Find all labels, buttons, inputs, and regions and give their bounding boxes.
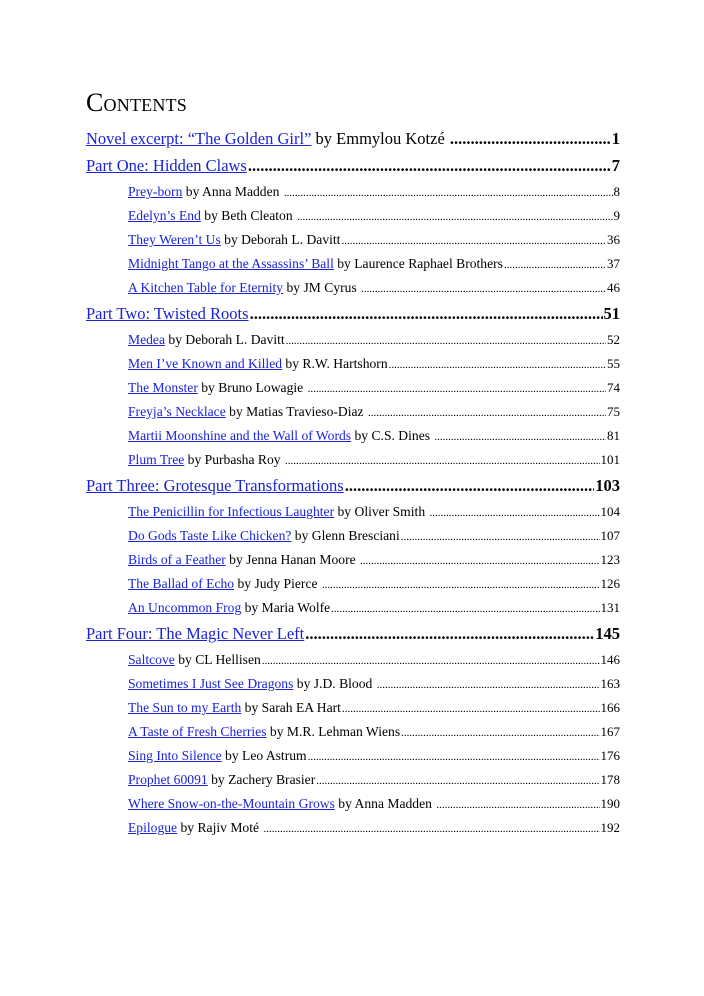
toc-dot-leader xyxy=(401,531,600,543)
toc-page-number: 75 xyxy=(607,404,620,419)
toc-dot-leader xyxy=(263,823,599,835)
toc-dot-leader xyxy=(322,579,600,591)
toc-story-entry xyxy=(128,652,620,668)
toc-story-entry xyxy=(128,380,620,396)
toc-title-link[interactable]: Where Snow-on-the-Mountain Grows xyxy=(128,796,335,811)
toc-page-number: 103 xyxy=(595,476,620,495)
toc-dot-leader xyxy=(361,283,606,295)
toc-story-entry xyxy=(128,332,620,348)
toc-author: by Deborah L. Davitt xyxy=(165,332,285,347)
toc-author: by Purbasha Roy xyxy=(184,452,284,467)
toc-title-link[interactable]: Men I’ve Known and Killed xyxy=(128,356,283,371)
toc-author: by Beth Cleaton xyxy=(200,208,297,223)
toc-dot-leader xyxy=(286,335,606,347)
toc-title-link[interactable]: Medea xyxy=(128,332,165,347)
toc-title-link[interactable]: The Sun to my Earth xyxy=(128,700,242,715)
toc-story-entry xyxy=(128,184,620,200)
toc-title-link[interactable]: Birds of a Feather xyxy=(128,552,226,567)
toc-part-entry xyxy=(86,156,620,176)
toc-page-number: 178 xyxy=(600,772,620,787)
toc-title-link[interactable]: Prophet 60091 xyxy=(128,772,208,787)
toc-page-number: 192 xyxy=(600,820,620,835)
toc-author: by R.W. Hartshorn xyxy=(282,356,388,371)
toc-dot-leader xyxy=(285,455,600,467)
toc-title-link[interactable]: Prey-born xyxy=(128,184,183,199)
toc-dot-leader xyxy=(345,476,595,496)
toc-dot-leader xyxy=(401,727,599,739)
toc-dot-leader xyxy=(430,507,600,519)
toc-story-entry xyxy=(128,796,620,812)
toc-page-number: 190 xyxy=(600,796,620,811)
contents-heading: Contents xyxy=(86,88,187,117)
toc-dot-leader xyxy=(305,624,594,644)
toc-author: by JM Cyrus xyxy=(283,280,361,295)
toc-page-number: 166 xyxy=(600,700,620,715)
toc-story-entry xyxy=(128,528,620,544)
toc-page-number: 37 xyxy=(607,256,620,271)
toc-dot-leader xyxy=(262,655,600,667)
toc-story-entry xyxy=(128,452,620,468)
toc-title-link[interactable]: An Uncommon Frog xyxy=(128,600,242,615)
toc-author: by Jenna Hanan Moore xyxy=(225,552,360,567)
toc-title-link[interactable]: Do Gods Taste Like Chicken? xyxy=(128,528,292,543)
toc-story-entry xyxy=(128,772,620,788)
toc-story-entry xyxy=(128,404,620,420)
toc-dot-leader xyxy=(504,259,606,271)
toc-author: by Judy Pierce xyxy=(234,576,321,591)
toc-story-entry xyxy=(128,724,620,740)
toc-story-entry xyxy=(128,552,620,568)
toc-author: by Glenn Bresciani xyxy=(291,528,400,543)
toc-page-number: 163 xyxy=(600,676,620,691)
toc-page-number: 46 xyxy=(607,280,620,295)
toc-page-number: 101 xyxy=(600,452,620,467)
toc-dot-leader xyxy=(316,775,599,787)
toc-dot-leader xyxy=(308,383,606,395)
toc-author: by J.D. Blood xyxy=(293,676,376,691)
toc-story-entry xyxy=(128,256,620,272)
toc-dot-leader xyxy=(368,407,606,419)
toc-title-link[interactable]: The Penicillin for Infectious Laughter xyxy=(128,504,335,519)
toc-title-link[interactable]: Freyja’s Necklace xyxy=(128,404,226,419)
toc-story-entry xyxy=(128,820,620,836)
toc-author: by Anna Madden xyxy=(334,796,436,811)
toc-page-number: 74 xyxy=(607,380,620,395)
toc-page-number: 145 xyxy=(595,624,620,643)
toc-page-number: 131 xyxy=(600,600,620,615)
toc-page-number: 104 xyxy=(600,504,620,519)
toc-dot-leader xyxy=(434,431,606,443)
toc-story-entry xyxy=(128,576,620,592)
toc-story-entry xyxy=(128,280,620,296)
toc-story-entry xyxy=(128,600,620,616)
toc-dot-leader xyxy=(450,129,611,149)
toc-part-entry xyxy=(86,304,620,324)
toc-author: by Zachery Brasier xyxy=(207,772,316,787)
toc-author: by Leo Astrum xyxy=(221,748,307,763)
toc-story-entry xyxy=(128,428,620,444)
toc-title-link[interactable]: A Kitchen Table for Eternity xyxy=(128,280,284,295)
toc-dot-leader xyxy=(360,555,599,567)
toc-title-link[interactable]: Part Three: Grotesque Transformations xyxy=(86,476,344,495)
toc-title-link[interactable]: Epilogue xyxy=(128,820,178,835)
toc-author: by Bruno Lowagie xyxy=(197,380,307,395)
toc-title-link[interactable]: Novel excerpt: “The Golden Girl” xyxy=(86,129,312,148)
toc-author: by Emmylou Kotzé xyxy=(311,129,449,148)
toc-story-entry xyxy=(128,676,620,692)
toc-author: by Anna Madden xyxy=(182,184,283,199)
toc-page-number: 52 xyxy=(607,332,620,347)
toc-part-entry xyxy=(86,624,620,644)
toc-page-number: 9 xyxy=(613,208,620,223)
toc-author: by Laurence Raphael Brothers xyxy=(333,256,503,271)
toc-story-entry xyxy=(128,232,620,248)
toc-author: by Matias Travieso-Diaz xyxy=(225,404,367,419)
toc-page-number: 8 xyxy=(613,184,620,199)
toc-page-number: 107 xyxy=(600,528,620,543)
toc-author: by C.S. Dines xyxy=(351,428,434,443)
toc-dot-leader xyxy=(389,359,606,371)
toc-author: by Sarah EA Hart xyxy=(241,700,341,715)
toc-title-link[interactable]: Part Two: Twisted Roots xyxy=(86,304,249,323)
toc-page-number: 81 xyxy=(607,428,620,443)
toc-story-entry xyxy=(128,208,620,224)
toc-author: by CL Hellisen xyxy=(174,652,261,667)
toc-title-link[interactable]: Sometimes I Just See Dragons xyxy=(128,676,294,691)
toc-title-link[interactable]: Sing Into Silence xyxy=(128,748,222,763)
toc-dot-leader xyxy=(248,156,611,176)
toc-title-link[interactable]: Part One: Hidden Claws xyxy=(86,156,247,175)
toc-page-number: 123 xyxy=(600,552,620,567)
toc-page-number: 126 xyxy=(600,576,620,591)
toc-story-entry xyxy=(128,356,620,372)
toc-title-link[interactable]: The Ballad of Echo xyxy=(128,576,235,591)
toc-dot-leader xyxy=(250,304,603,324)
toc-dot-leader xyxy=(308,751,600,763)
toc-title-link[interactable]: Plum Tree xyxy=(128,452,185,467)
toc-title-link[interactable]: They Weren’t Us xyxy=(128,232,221,247)
toc-page-number: 36 xyxy=(607,232,620,247)
toc-title-link[interactable]: Midnight Tango at the Assassins’ Ball xyxy=(128,256,334,271)
toc-title-link[interactable]: Part Four: The Magic Never Left xyxy=(86,624,305,643)
toc-author: by Deborah L. Davitt xyxy=(220,232,341,247)
toc-part-entry xyxy=(86,129,620,149)
toc-story-entry xyxy=(128,748,620,764)
toc-dot-leader xyxy=(297,211,612,223)
toc-story-entry xyxy=(128,700,620,716)
toc-author: by M.R. Lehman Wiens xyxy=(266,724,401,739)
toc-dot-leader xyxy=(436,799,599,811)
toc-title-link[interactable]: Edelyn’s End xyxy=(128,208,201,223)
toc-story-entry xyxy=(128,504,620,520)
toc-dot-leader xyxy=(341,235,606,247)
toc-page-number: 51 xyxy=(603,304,620,323)
toc-page-number: 176 xyxy=(600,748,620,763)
toc-page-number: 1 xyxy=(611,129,620,148)
toc-author: by Oliver Smith xyxy=(334,504,429,519)
toc-page-number: 146 xyxy=(600,652,620,667)
toc-page-number: 55 xyxy=(607,356,620,371)
toc-page-number: 7 xyxy=(611,156,620,175)
toc-author: by Maria Wolfe xyxy=(241,600,331,615)
toc-title-link[interactable]: A Taste of Fresh Cherries xyxy=(128,724,267,739)
toc-dot-leader xyxy=(331,603,599,615)
toc-author: by Rajiv Moté xyxy=(177,820,263,835)
toc-title-link[interactable]: The Monster xyxy=(128,380,198,395)
toc-part-entry xyxy=(86,476,620,496)
toc-dot-leader xyxy=(342,703,600,715)
toc-title-link[interactable]: Saltcove xyxy=(128,652,175,667)
toc-title-link[interactable]: Martii Moonshine and the Wall of Words xyxy=(128,428,352,443)
toc-page-number: 167 xyxy=(600,724,620,739)
toc-dot-leader xyxy=(284,187,613,199)
toc-dot-leader xyxy=(377,679,600,691)
